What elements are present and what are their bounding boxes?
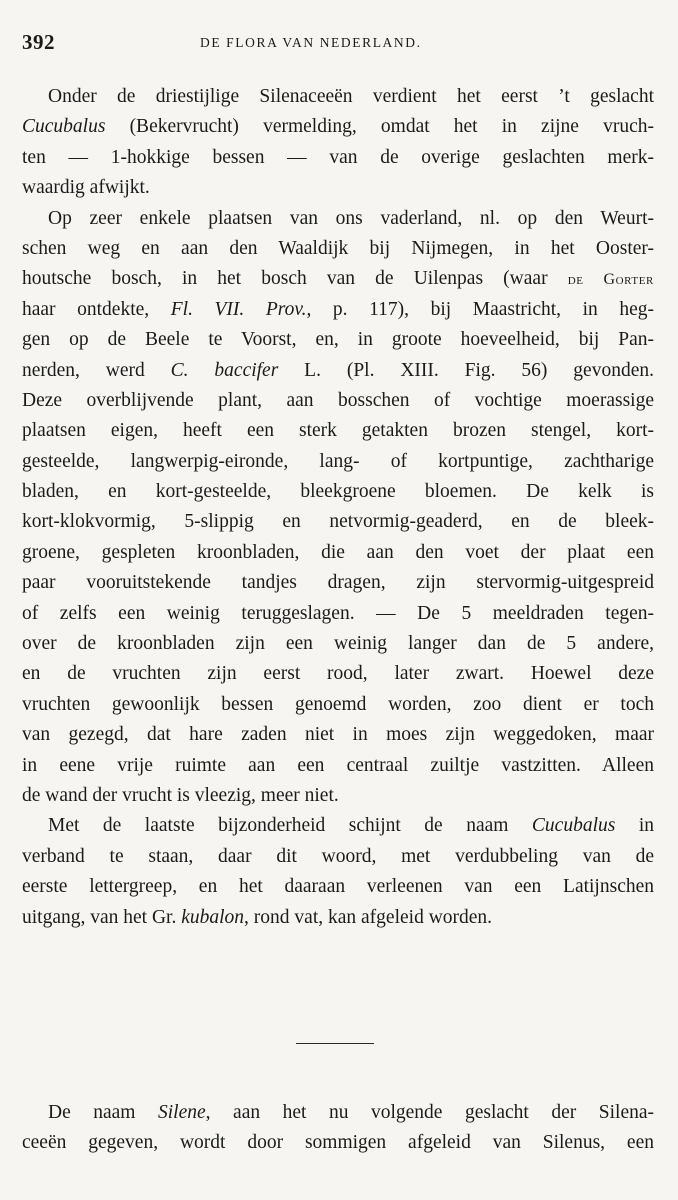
text-line: groene, gespleten kroonbladen, die aan den voet der plaat een <box>22 541 654 563</box>
text-line: nerden, werd C. baccifer L. (Pl. XIII. Fig. 56) gevonden. <box>22 359 654 381</box>
text-line: van gezegd, dat hare zaden niet in moes zijn weggedoken, maar <box>22 724 654 746</box>
text-line: De naam Silene, aan het nu volgende geslacht der Silena- <box>48 1102 654 1123</box>
text-line: ceeën gegeven, wordt door sommigen afgeleid van Silenus, een <box>22 1132 654 1154</box>
text-line: Cucubalus (Bekervrucht) vermelding, omdat het in zijne vruch- <box>22 116 654 138</box>
greek-word: kubalon <box>181 906 245 928</box>
text-line: Met de laatste bijzonderheid schijnt de naam Cucubalus in <box>48 815 654 837</box>
author-name: de Gorter <box>567 271 654 289</box>
section-divider <box>296 1043 374 1044</box>
text-line: of zelfs een weinig teruggeslagen. — De 5 meeldraden tegen- <box>22 602 654 624</box>
text-line: schen weg en aan den Waaldijk bij Nijmegen, in het Ooster- <box>22 237 654 259</box>
text-line: haar ontdekte, Fl. VII. Prov., p. 117), bij Maastricht, in heg- <box>22 298 654 320</box>
page-header <box>22 30 658 60</box>
text-line: de wand der vrucht is vleezig, meer niet. <box>22 784 339 806</box>
text-line: houtsche bosch, in het bosch van de Uilenpas (waar de Gorter <box>22 268 654 290</box>
genus-name: Cucubalus <box>22 116 106 138</box>
text-line: in eene vrije ruimte aan een centraal zuiltje vastzitten. Alleen <box>22 754 654 776</box>
text-line: kort-klokvormig, 5-slippig en netvormig-geaderd, en de bleek- <box>22 511 654 533</box>
species-name: C. baccifer <box>170 359 279 381</box>
running-title: DE FLORA VAN NEDERLAND. <box>200 35 422 50</box>
text-line: gen op de Beele te Voorst, en, in groote hoeveelheid, bij Pan- <box>22 329 654 351</box>
text-line: Onder de driestijlige Silenaceeën verdient het eerst ’t geslacht <box>48 86 654 107</box>
next-section-text <box>22 1098 654 1159</box>
citation: Fl. VII. Prov. <box>170 298 307 320</box>
text-line: uitgang, van het Gr. kubalon, rond vat, kan afgeleid worden. <box>22 906 493 928</box>
text-line: gesteelde, langwerpig-eironde, lang- of kortpuntige, zachtharige <box>22 450 654 472</box>
page-number: 392 <box>22 30 55 54</box>
main-text <box>22 82 654 933</box>
text-line: eerste lettergreep, en het daaraan verleenen van een Latijnschen <box>22 876 654 898</box>
text-line: Op zeer enkele plaatsen van ons vaderland, nl. op den Weurt- <box>48 207 654 229</box>
text-line: vruchten gewoonlijk bessen genoemd worden, zoo dient er toch <box>22 693 654 715</box>
text-line: en de vruchten zijn eerst rood, later zwart. Hoewel deze <box>22 663 654 685</box>
text-line: over de kroonbladen zijn een weinig langer dan de 5 andere, <box>22 633 654 655</box>
text-line: plaatsen eigen, heeft een sterk getakten brozen stengel, kort- <box>22 420 654 442</box>
text-line: Deze overblijvende plant, aan bosschen of vochtige moerassige <box>22 389 654 411</box>
text-line: ten — 1-hokkige bessen — van de overige geslachten merk- <box>22 146 654 168</box>
genus-name: Silene <box>158 1102 206 1123</box>
text-line: paar vooruitstekende tandjes dragen, zijn stervormig-uitgespreid <box>22 572 654 594</box>
genus-name: Cucubalus <box>531 815 616 837</box>
text-line: bladen, en kort-gesteelde, bleekgroene bloemen. De kelk is <box>22 481 654 503</box>
text-line: waardig afwijkt. <box>22 177 150 199</box>
text-line: verband te staan, daar dit woord, met verdubbeling van de <box>22 845 654 867</box>
